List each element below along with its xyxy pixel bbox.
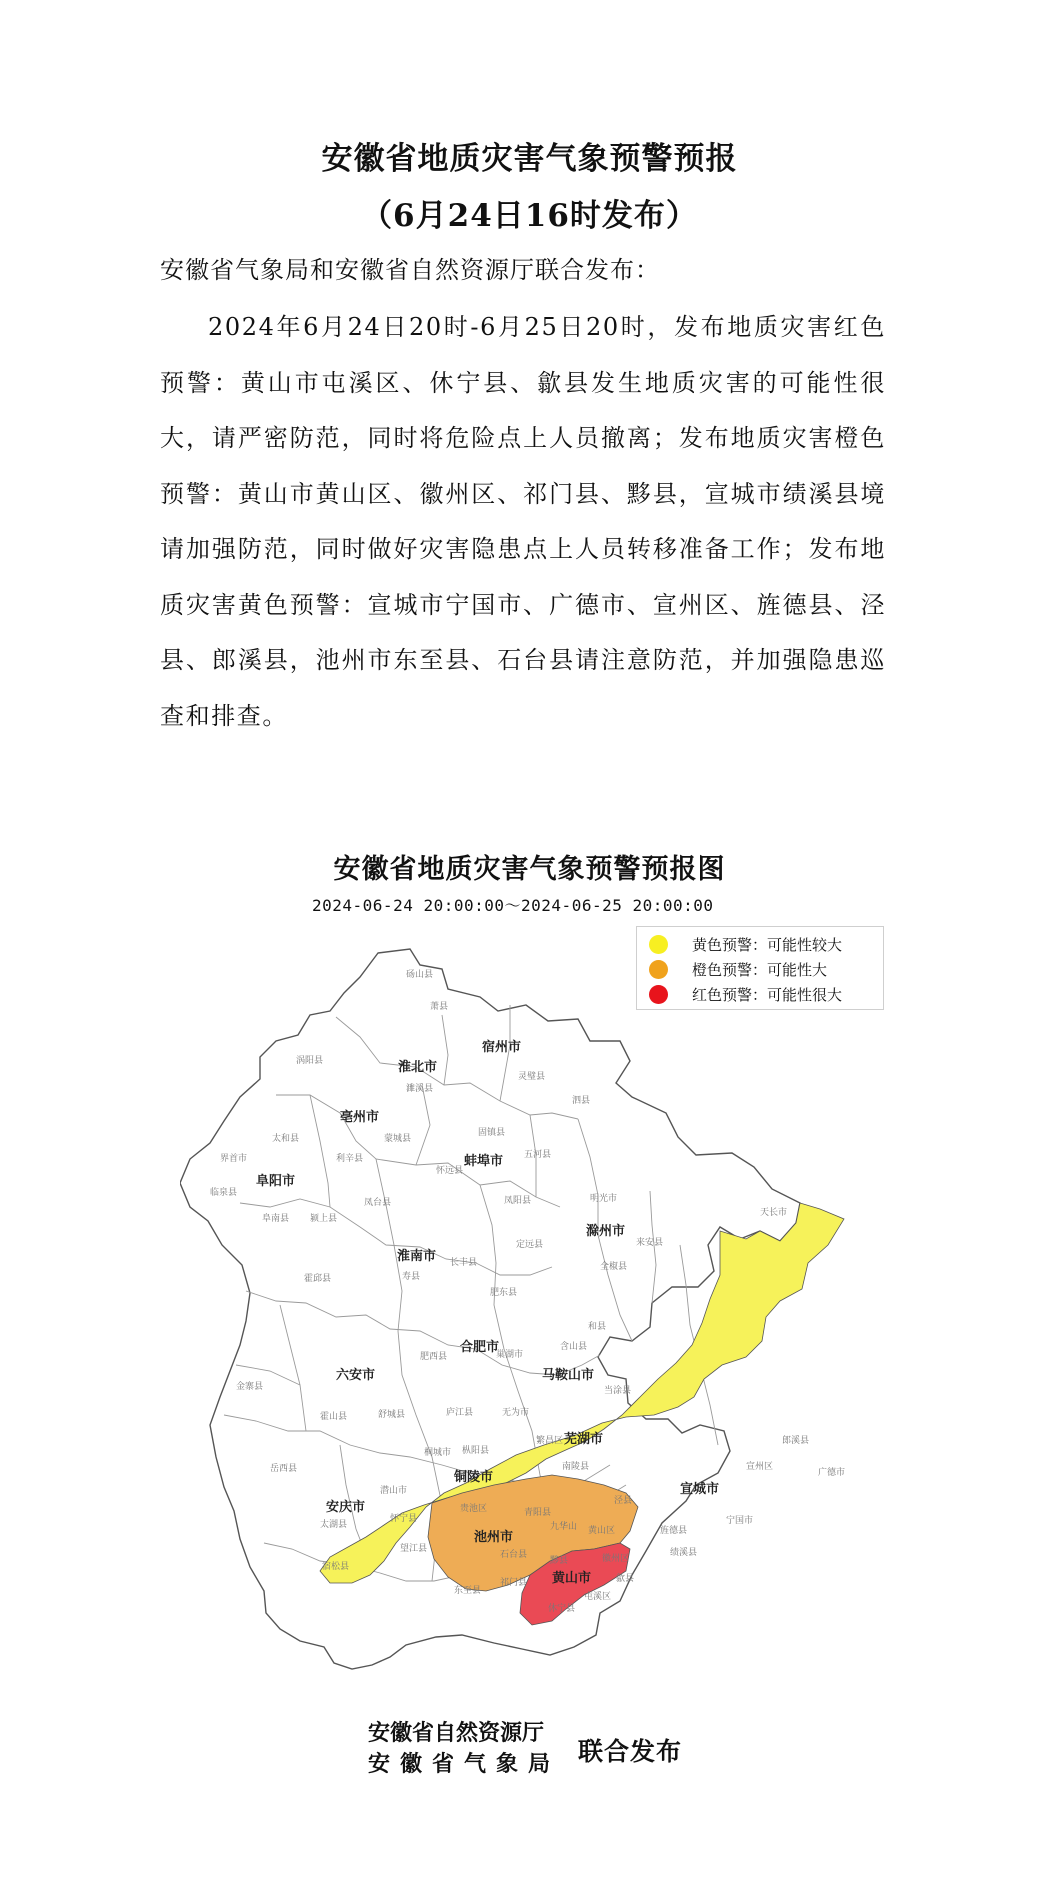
city-label-wuhu: 芜湖市 xyxy=(564,1432,604,1447)
footer-joint-release: 联合发布 xyxy=(578,1737,683,1766)
legend-label-yellow: 黄色预警：可能性较大 xyxy=(692,935,843,954)
county-label-jinzhai: 金寨县 xyxy=(236,1382,264,1392)
city-label-bozhou: 亳州市 xyxy=(340,1110,380,1125)
city-label-anqing: 安庆市 xyxy=(326,1500,366,1515)
county-label-changfeng: 长丰县 xyxy=(450,1258,478,1268)
county-label-hanshan: 含山县 xyxy=(560,1342,588,1352)
footer-issuer-natural-resources: 安徽省自然资源厅 xyxy=(368,1721,545,1746)
county-label-jixi: 绩溪县 xyxy=(670,1548,698,1558)
city-label-xuancheng: 宣城市 xyxy=(680,1482,720,1497)
county-label-jing: 泾县 xyxy=(614,1496,633,1506)
city-label-huaibei: 淮北市 xyxy=(398,1060,438,1075)
county-label-huizhou: 徽州区 xyxy=(602,1554,630,1564)
county-label-qingyang: 青阳县 xyxy=(524,1508,552,1518)
city-label-fuyang: 阜阳市 xyxy=(256,1174,296,1189)
footer-issuer-meteorology: 安徽省气象局 xyxy=(368,1752,561,1777)
county-label-zongyang: 枞阳县 xyxy=(462,1446,490,1456)
city-label-luan: 六安市 xyxy=(336,1368,376,1383)
county-label-huangshanqu: 黄山区 xyxy=(588,1526,616,1536)
county-label-shucheng: 舒城县 xyxy=(378,1410,406,1420)
county-label-linquan: 临泉县 xyxy=(210,1188,238,1198)
county-label-shou: 寿县 xyxy=(402,1272,421,1282)
county-label-he: 和县 xyxy=(588,1322,607,1332)
county-label-fengyang: 凤阳县 xyxy=(504,1196,532,1206)
county-label-langxi: 郎溪县 xyxy=(782,1436,810,1446)
county-label-qianshan: 潜山市 xyxy=(380,1486,408,1496)
county-label-dangtu: 当涂县 xyxy=(604,1386,632,1396)
county-label-shitai: 石台县 xyxy=(500,1550,528,1560)
county-label-fanchang: 繁昌区 xyxy=(536,1436,564,1446)
county-label-guichi: 贵池区 xyxy=(460,1504,488,1514)
city-label-tongling: 铜陵市 xyxy=(454,1470,494,1485)
county-label-feidong: 肥东县 xyxy=(490,1288,518,1298)
county-label-laian: 来安县 xyxy=(636,1238,664,1248)
map-title: 安徽省地质灾害气象预警预报图 xyxy=(333,854,726,885)
county-label-wangjiang: 望江县 xyxy=(400,1544,428,1554)
city-label-maanshan: 马鞍山市 xyxy=(542,1368,595,1383)
county-label-tongcheng: 桐城市 xyxy=(424,1448,452,1458)
city-label-bengbu: 蚌埠市 xyxy=(464,1154,504,1169)
county-label-lixin: 利辛县 xyxy=(336,1154,364,1164)
county-label-tunxi: 屯溪区 xyxy=(584,1592,612,1602)
county-label-huoqiu: 霍邱县 xyxy=(304,1274,332,1284)
county-label-guzhen: 固镇县 xyxy=(478,1128,506,1138)
county-label-suixi: 濉溪县 xyxy=(406,1084,434,1094)
county-label-dangshan: 砀山县 xyxy=(406,970,434,980)
county-label-mengcheng: 蒙城县 xyxy=(384,1134,412,1144)
city-label-huangshan: 黄山市 xyxy=(552,1571,592,1586)
county-label-susong: 宿松县 xyxy=(322,1562,350,1572)
county-label-jieshou: 界首市 xyxy=(220,1154,248,1164)
county-label-yi: 黟县 xyxy=(550,1556,569,1566)
county-label-mingguang: 明光市 xyxy=(590,1194,618,1204)
county-label-taihu: 太湖县 xyxy=(320,1520,348,1530)
county-label-she: 歙县 xyxy=(616,1574,635,1584)
county-label-wuwei: 无为市 xyxy=(502,1408,530,1418)
county-label-wuhe: 五河县 xyxy=(524,1150,552,1160)
issuer-line: 安徽省气象局和安徽省自然资源厅联合发布： xyxy=(160,256,660,284)
county-label-yuexi: 岳西县 xyxy=(270,1464,298,1474)
county-label-xiuning: 休宁县 xyxy=(548,1604,576,1614)
legend-label-orange: 橙色预警：可能性大 xyxy=(692,960,828,979)
county-label-xuanzhou: 宣州区 xyxy=(746,1462,774,1472)
document-subtitle: （6月24日16时发布） xyxy=(361,198,698,234)
county-label-dongzhi: 东至县 xyxy=(454,1586,482,1596)
city-label-chuzhou: 滁州市 xyxy=(586,1224,626,1239)
county-label-taihe: 太和县 xyxy=(272,1134,300,1144)
county-label-qimen: 祁门县 xyxy=(500,1578,528,1588)
county-label-dingyuan: 定远县 xyxy=(516,1240,544,1250)
county-label-jingde: 旌德县 xyxy=(660,1526,688,1536)
county-label-fengtai: 凤台县 xyxy=(364,1198,392,1208)
document-title: 安徽省地质灾害气象预警预报 xyxy=(321,141,738,177)
county-label-yingshang: 颍上县 xyxy=(310,1214,338,1224)
county-label-jiuhua: 九华山 xyxy=(550,1522,578,1532)
county-label-huaining: 怀宁县 xyxy=(390,1514,418,1524)
county-label-ningguo: 宁国市 xyxy=(726,1516,754,1526)
city-label-huainan: 淮南市 xyxy=(397,1249,437,1264)
county-label-lingbi: 灵璧县 xyxy=(518,1072,546,1082)
county-label-quanjiao: 全椒县 xyxy=(600,1262,628,1272)
map-period: 2024-06-24 20:00:00～2024-06-25 20:00:00 xyxy=(312,896,714,915)
county-label-lujiang: 庐江县 xyxy=(446,1408,474,1418)
county-label-feixi: 肥西县 xyxy=(420,1352,448,1362)
county-label-huoshan: 霍山县 xyxy=(320,1412,348,1422)
county-label-woyang: 涡阳县 xyxy=(296,1056,324,1066)
county-label-huaiyuan: 怀远县 xyxy=(436,1166,464,1176)
county-label-nanling: 南陵县 xyxy=(562,1462,590,1472)
warning-body-text: 2024年6月24日20时-6月25日20时，发布地质灾害红色预警：黄山市屯溪区、休宁县、歙县发生地质灾害的可能性很大，请严密防范，同时将危险点上人员撤离；发布地质灾害橙色预警：黄山市黄山区、徽州区、祁门县、黟县，宣城市绩溪县境请加强防范，同时做好灾害隐患点上人员转移准备工作；发布地质灾害黄色预警：宣城市宁国市、广德市、宣州区、旌德县、泾县、郎溪县，池州市东至县、石台县请注意防范，并加强隐患巡查和排查。 xyxy=(160,313,886,730)
anhui-warning-map xyxy=(180,945,880,1690)
footer-issuers xyxy=(368,1718,560,1780)
city-label-hefei: 合肥市 xyxy=(460,1340,500,1355)
legend-label-red: 红色预警：可能性很大 xyxy=(692,985,843,1004)
county-label-funan: 阜南县 xyxy=(262,1214,290,1224)
county-label-tianchang: 天长市 xyxy=(760,1208,788,1218)
city-label-suzhou: 宿州市 xyxy=(482,1040,522,1055)
county-label-xiao: 萧县 xyxy=(430,1002,449,1012)
county-label-guangde: 广德市 xyxy=(818,1468,846,1478)
county-label-chaohu: 巢湖市 xyxy=(496,1350,524,1360)
city-label-chizhou: 池州市 xyxy=(474,1530,514,1545)
county-label-si: 泗县 xyxy=(572,1096,591,1106)
